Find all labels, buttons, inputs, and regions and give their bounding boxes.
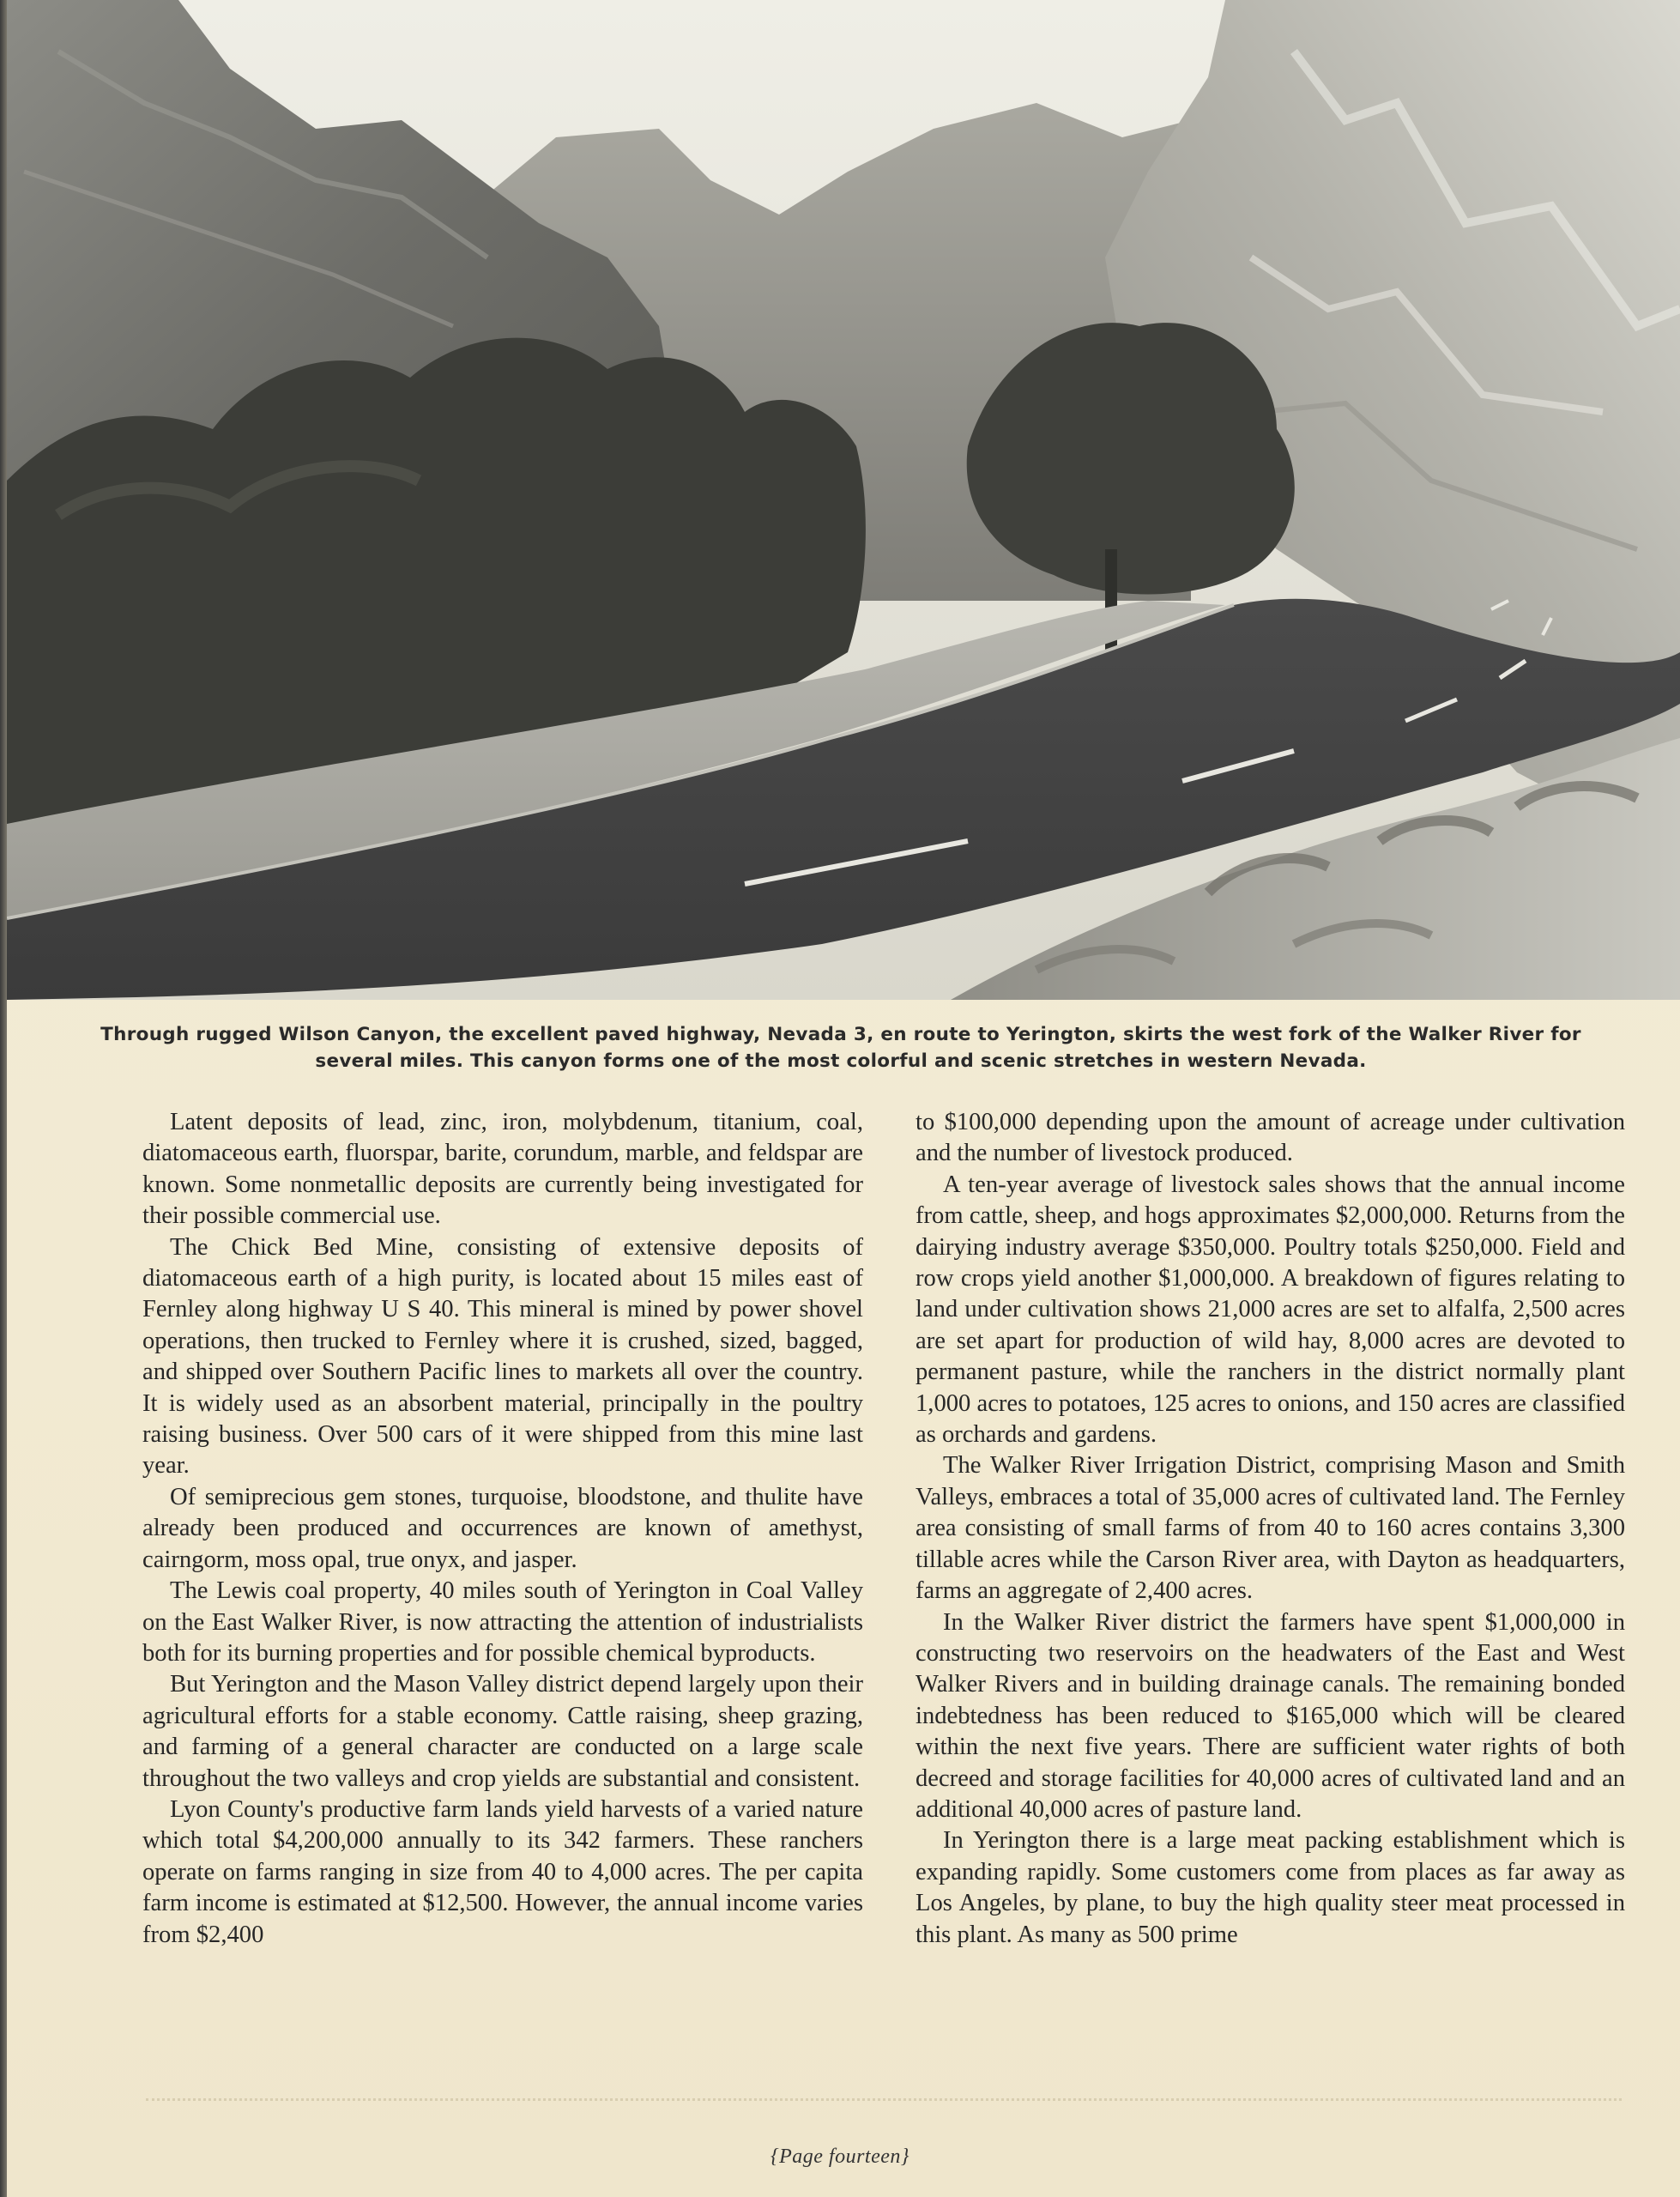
right-column	[916, 1107, 1625, 1951]
paragraph: Of semiprecious gem stones, turquoise, bloodstone, and thulite have already been produced and occurrences are known of amethyst, cairngorm, moss opal, true onyx, and jasper.	[142, 1483, 863, 1573]
paragraph: The Walker River Irrigation District, comprising Mason and Smith Valleys, embraces a total of 35,000 acres of cultivated land. The Fernley area consisting of small farms of from 40 to 160 acres contains 3,300 tillable acres while the Carson River area, with Dayton as headquarters, farms an aggregate of 2,400 acres.	[916, 1452, 1625, 1605]
page-number: {Page fourteen}	[771, 2146, 909, 2168]
left-column	[142, 1107, 863, 1951]
paragraph: The Chick Bed Mine, consisting of extensive deposits of diatomaceous earth of a high purity, is located about 15 miles east of Fernley along highway U S 40. This mineral is mined by power shovel operations, then trucked to Fernley where it is crushed, sized, bagged, and shipped over Southern Pacific lines to markets all over the country. It is widely used as an absorbent material, principally in the poultry raising business. Over 500 cars of it were shipped from this mine last year.	[142, 1233, 863, 1480]
paragraph: to $100,000 depending upon the amount of acreage under cultivation and the number of livestock produced.	[916, 1109, 1625, 1167]
paragraph: In the Walker River district the farmers have spent $1,000,000 in constructing two reservoirs on the headwaters of the East and West Walker Rivers and in building drainage canals. The remaining bonded indebtedness has been reduced to $165,000 which will be cleared within the next five years. There are sufficient water rights of both decreed and storage facilities for 40,000 acres of cultivated land and an additional 40,000 acres of pasture land.	[916, 1608, 1625, 1823]
paragraph: The Lewis coal property, 40 miles south of Yerington in Coal Valley on the East Walker River, is now attracting the attention of industrialists both for its burning properties and for possible chemical byproducts.	[142, 1577, 863, 1667]
paragraph: A ten-year average of livestock sales shows that the annual income from cattle, sheep, and hogs approximates $2,000,000. Returns from the dairying industry average $350,000. Poultry totals $250,000. Field and row crops yield another $1,000,000. A breakdown of figures relating to land under cultivation shows 21,000 acres are set to alfalfa, 2,500 acres are set apart for production of wild hay, 8,000 acres are devoted to permanent pasture, while the ranchers in the district normally plant 1,000 acres to potatoes, 125 acres to onions, and 150 acres are classified as orchards and gardens.	[916, 1171, 1625, 1449]
footer-divider	[146, 2098, 1622, 2101]
paragraph: Latent deposits of lead, zinc, iron, molybdenum, titanium, coal, diatomaceous earth, fluorspar, barite, corundum, marble, and feldspar are known. Some nonmetallic deposits are currently being investigated for their possible commercial use.	[142, 1109, 863, 1230]
paragraph: In Yerington there is a large meat packing establishment which is expanding rapidly. Some customers come from places as far away as Los Angeles, by plane, to buy the high quality steer meat processed in this plant. As many as 500 prime	[916, 1827, 1625, 1948]
photo-caption: Through rugged Wilson Canyon, the excellent paved highway, Nevada 3, en route to Yerington, skirts the west fork of the Walker River for several miles. This canyon forms one of the most colorful and scenic stretches in western Nevada.	[100, 1024, 1581, 1072]
paragraph: Lyon County's productive farm lands yield harvests of a varied nature which total $4,200,000 annually to its 342 farmers. These ranchers operate on farms ranging in size from 40 to 4,000 acres. The per capita farm income is estimated at $12,500. However, the annual income varies from $2,400	[142, 1795, 863, 1948]
canyon-highway-photo	[7, 0, 1680, 1000]
landscape-photo-icon	[7, 0, 1680, 1000]
paragraph: But Yerington and the Mason Valley district depend largely upon their agricultural efforts for a stable economy. Cattle raising, sheep grazing, and farming of a general character are conducted on a large scale throughout the two valleys and crop yields are substantial and consistent.	[142, 1671, 863, 1792]
binding-edge	[0, 0, 7, 2197]
